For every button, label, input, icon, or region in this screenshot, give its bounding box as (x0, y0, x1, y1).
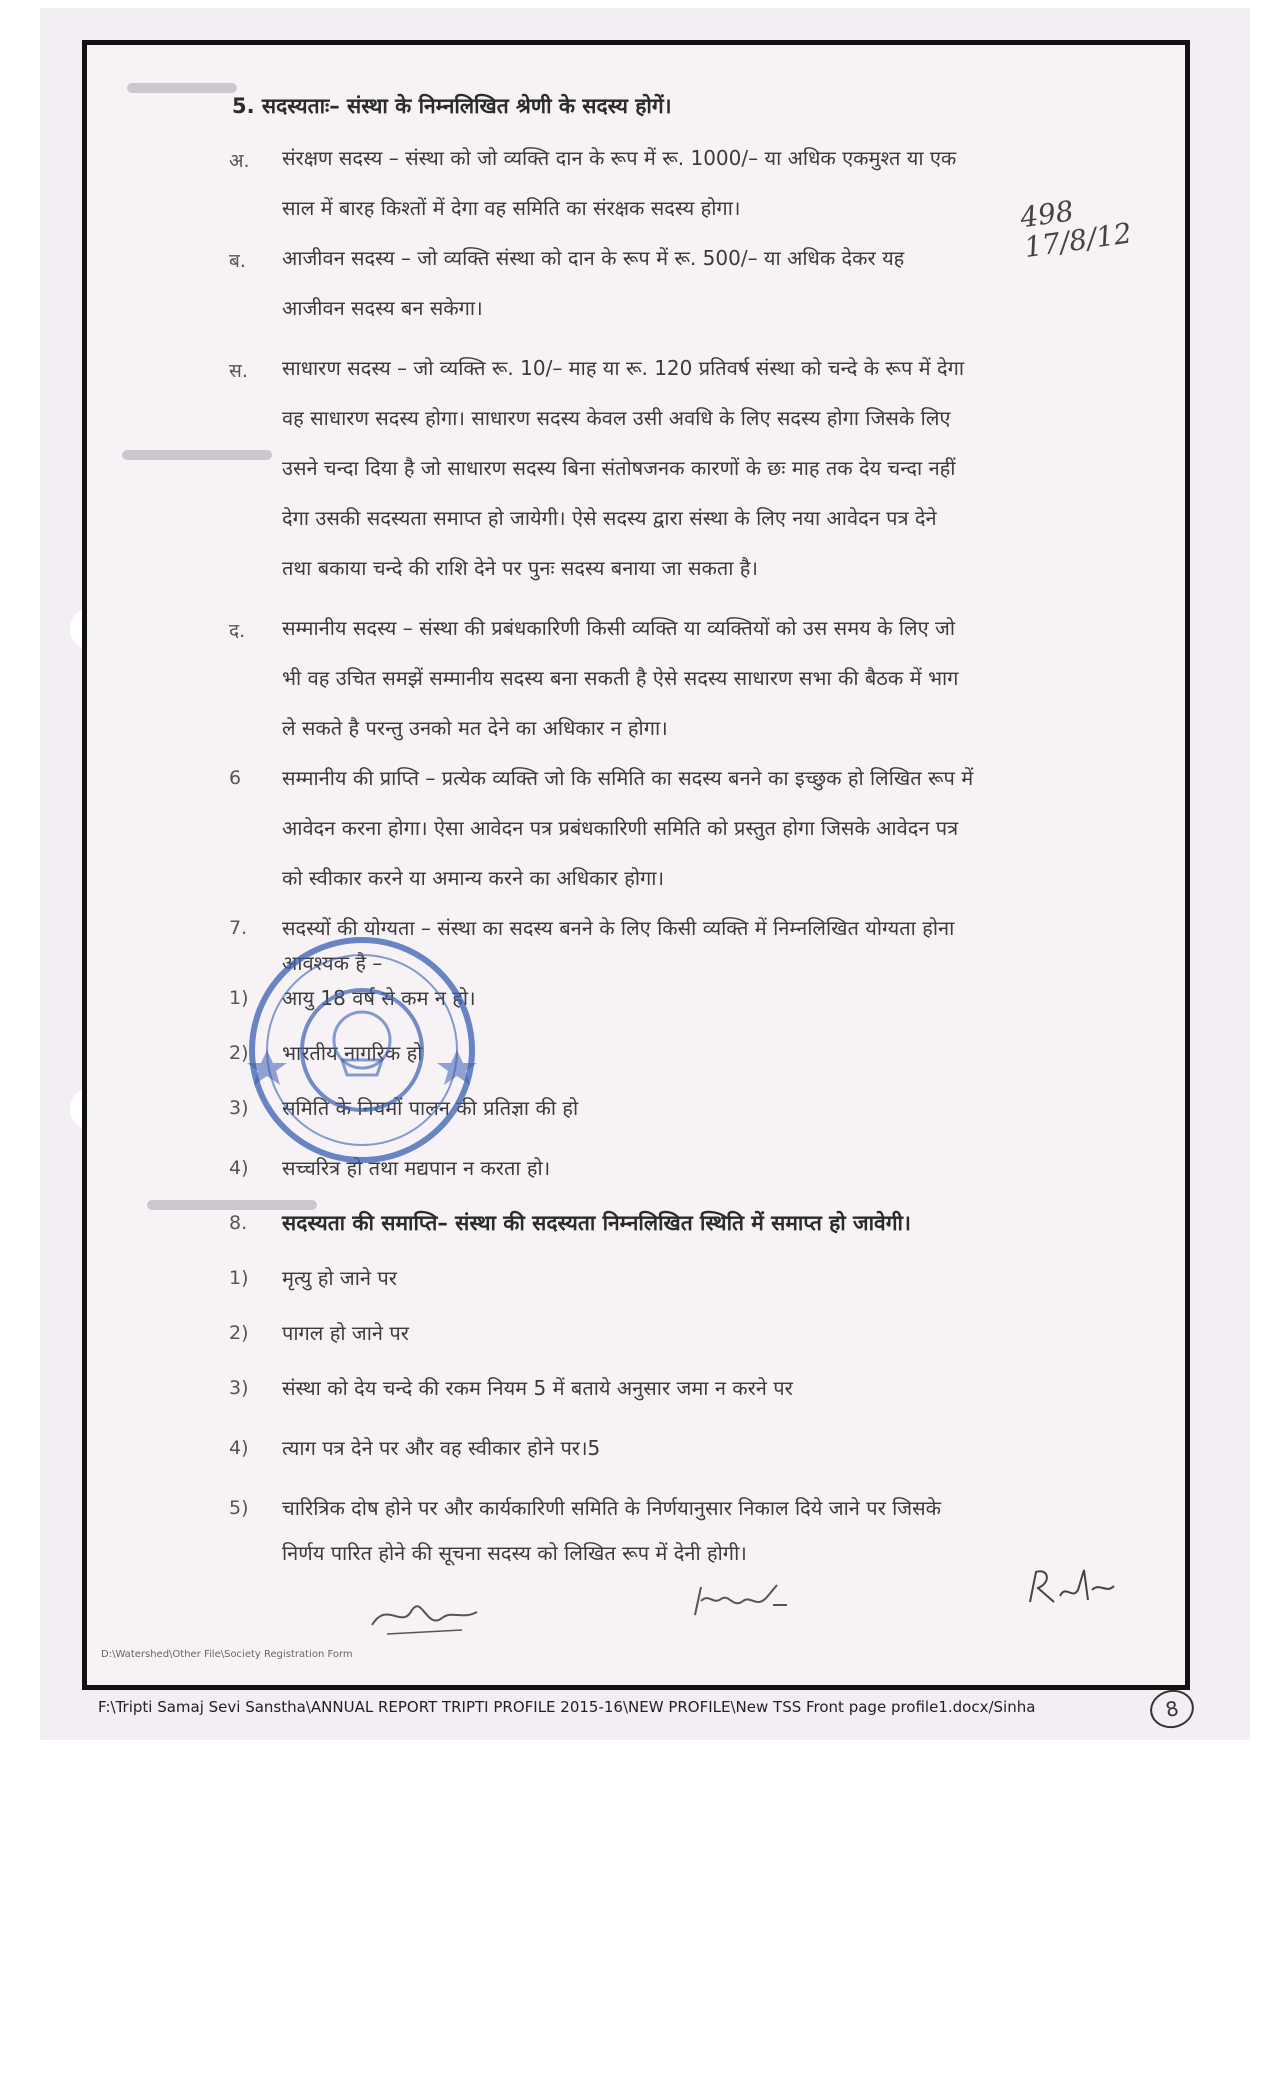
item-number: स. (229, 360, 248, 382)
text-line: को स्वीकार करने या अमान्य करने का अधिकार होगा। (282, 866, 665, 890)
text-line: आजीवन सदस्य बन सकेगा। (282, 296, 483, 320)
section-number: 6 (229, 767, 242, 789)
page-number: 8 (1147, 1686, 1198, 1732)
file-path-footer: F:\Tripti Samaj Sevi Sanstha\ANNUAL REPORT TRIPTI PROFILE 2015-16\NEW PROFILE\New TSS Front page profile1.docx/Sinha (98, 1698, 1036, 1716)
signature-1 (367, 1590, 487, 1640)
text-line: साल में बारह किश्तों में देगा वह समिति का संरक्षक सदस्य होगा। (282, 196, 741, 220)
signature-3 (1022, 1560, 1122, 1610)
scan-smudge (122, 450, 272, 460)
list-item: आयु 18 वर्ष से कम न हो। (282, 986, 476, 1010)
section-8-heading: सदस्यता की समाप्ति– संस्था की सदस्यता निम्नलिखित स्थिति में समाप्त हो जावेगी। (282, 1211, 911, 1235)
text-line: तथा बकाया चन्दे की राशि देने पर पुनः सदस्य बनाया जा सकता है। (282, 556, 759, 580)
list-item-continued: निर्णय पारित होने की सूचना सदस्य को लिखित रूप में देनी होगी। (282, 1541, 747, 1565)
inner-footer-path: D:\Watershed\Other File\Society Registration Form (101, 1649, 353, 1660)
text-line: वह साधारण सदस्य होगा। साधारण सदस्य केवल उसी अवधि के लिए सदस्य होगा जिसके लिए (282, 406, 951, 430)
list-item: मृत्यु हो जाने पर (282, 1266, 397, 1290)
scan-smudge (147, 1200, 317, 1210)
signature-2 (687, 1575, 797, 1625)
list-item: संस्था को देय चन्दे की रकम नियम 5 में बताये अनुसार जमा न करने पर (282, 1376, 793, 1400)
list-item: त्याग पत्र देने पर और वह स्वीकार होने पर।5 (282, 1436, 601, 1460)
text-line: आवश्यक है – (282, 951, 383, 975)
list-number: 4) (229, 1157, 249, 1179)
scan-smudge (127, 83, 237, 93)
text-line: संरक्षण सदस्य – संस्था को जो व्यक्ति दान के रूप में रू. 1000/– या अधिक एकमुश्त या एक (282, 146, 957, 170)
list-number: 4) (229, 1437, 249, 1459)
list-number: 2) (229, 1042, 249, 1064)
list-number: 5) (229, 1497, 249, 1519)
text-line: आवेदन करना होगा। ऐसा आवेदन पत्र प्रबंधकारिणी समिति को प्रस्तुत होगा जिसके आवेदन पत्र (282, 816, 959, 840)
list-number: 2) (229, 1322, 249, 1344)
text-line: साधारण सदस्य – जो व्यक्ति रू. 10/– माह या रू. 120 प्रतिवर्ष संस्था को चन्दे के रूप में देगा (282, 356, 965, 380)
list-item: पागल हो जाने पर (282, 1321, 409, 1345)
section-number: 8. (229, 1212, 248, 1234)
list-item: चारित्रिक दोष होने पर और कार्यकारिणी समिति के निर्णयानुसार निकाल दिये जाने पर जिसके (282, 1496, 942, 1520)
document-frame (82, 40, 1190, 1690)
text-line: आजीवन सदस्य – जो व्यक्ति संस्था को दान के रूप में रू. 500/– या अधिक देकर यह (282, 246, 905, 270)
handwritten-note: 498 17/8/12 (1018, 194, 1134, 265)
list-number: 3) (229, 1097, 249, 1119)
item-number: ब. (229, 250, 246, 272)
section-5-heading: 5. सदस्यताः– संस्था के निम्नलिखित श्रेणी के सदस्य होगें। (232, 94, 672, 118)
society-seal-stamp (237, 925, 487, 1175)
list-number: 1) (229, 987, 249, 1009)
text-line: सम्मानीय की प्राप्ति – प्रत्येक व्यक्ति जो कि समिति का सदस्य बनने का इच्छुक हो लिखित रूप में (282, 766, 974, 790)
list-item: भारतीय नागरिक हो (282, 1041, 423, 1065)
text-line: देगा उसकी सदस्यता समाप्त हो जायेगी। ऐसे सदस्य द्वारा संस्था के लिए नया आवेदन पत्र देने (282, 506, 937, 530)
item-number: अ. (229, 150, 250, 172)
text-line: ले सकते है परन्तु उनको मत देने का अधिकार न होगा। (282, 716, 668, 740)
text-line: सम्मानीय सदस्य – संस्था की प्रबंधकारिणी किसी व्यक्ति या व्यक्तियों को उस समय के लिए जो (282, 616, 956, 640)
list-item: सच्चरित्र हो तथा मद्यपान न करता हो। (282, 1156, 551, 1180)
item-number: द. (229, 620, 246, 642)
list-item: समिति के नियमों पालन की प्रतिज्ञा की हो (282, 1096, 579, 1120)
section-number: 7. (229, 917, 248, 939)
text-line: सदस्यों की योग्यता – संस्था का सदस्य बनने के लिए किसी व्यक्ति में निम्नलिखित योग्यता होना (282, 916, 955, 940)
text-line: उसने चन्दा दिया है जो साधारण सदस्य बिना संतोषजनक कारणों के छः माह तक देय चन्दा नहीं (282, 456, 956, 480)
list-number: 1) (229, 1267, 249, 1289)
list-number: 3) (229, 1377, 249, 1399)
text-line: भी वह उचित समझें सम्मानीय सदस्य बना सकती है ऐसे सदस्य साधारण सभा की बैठक में भाग (282, 666, 959, 690)
